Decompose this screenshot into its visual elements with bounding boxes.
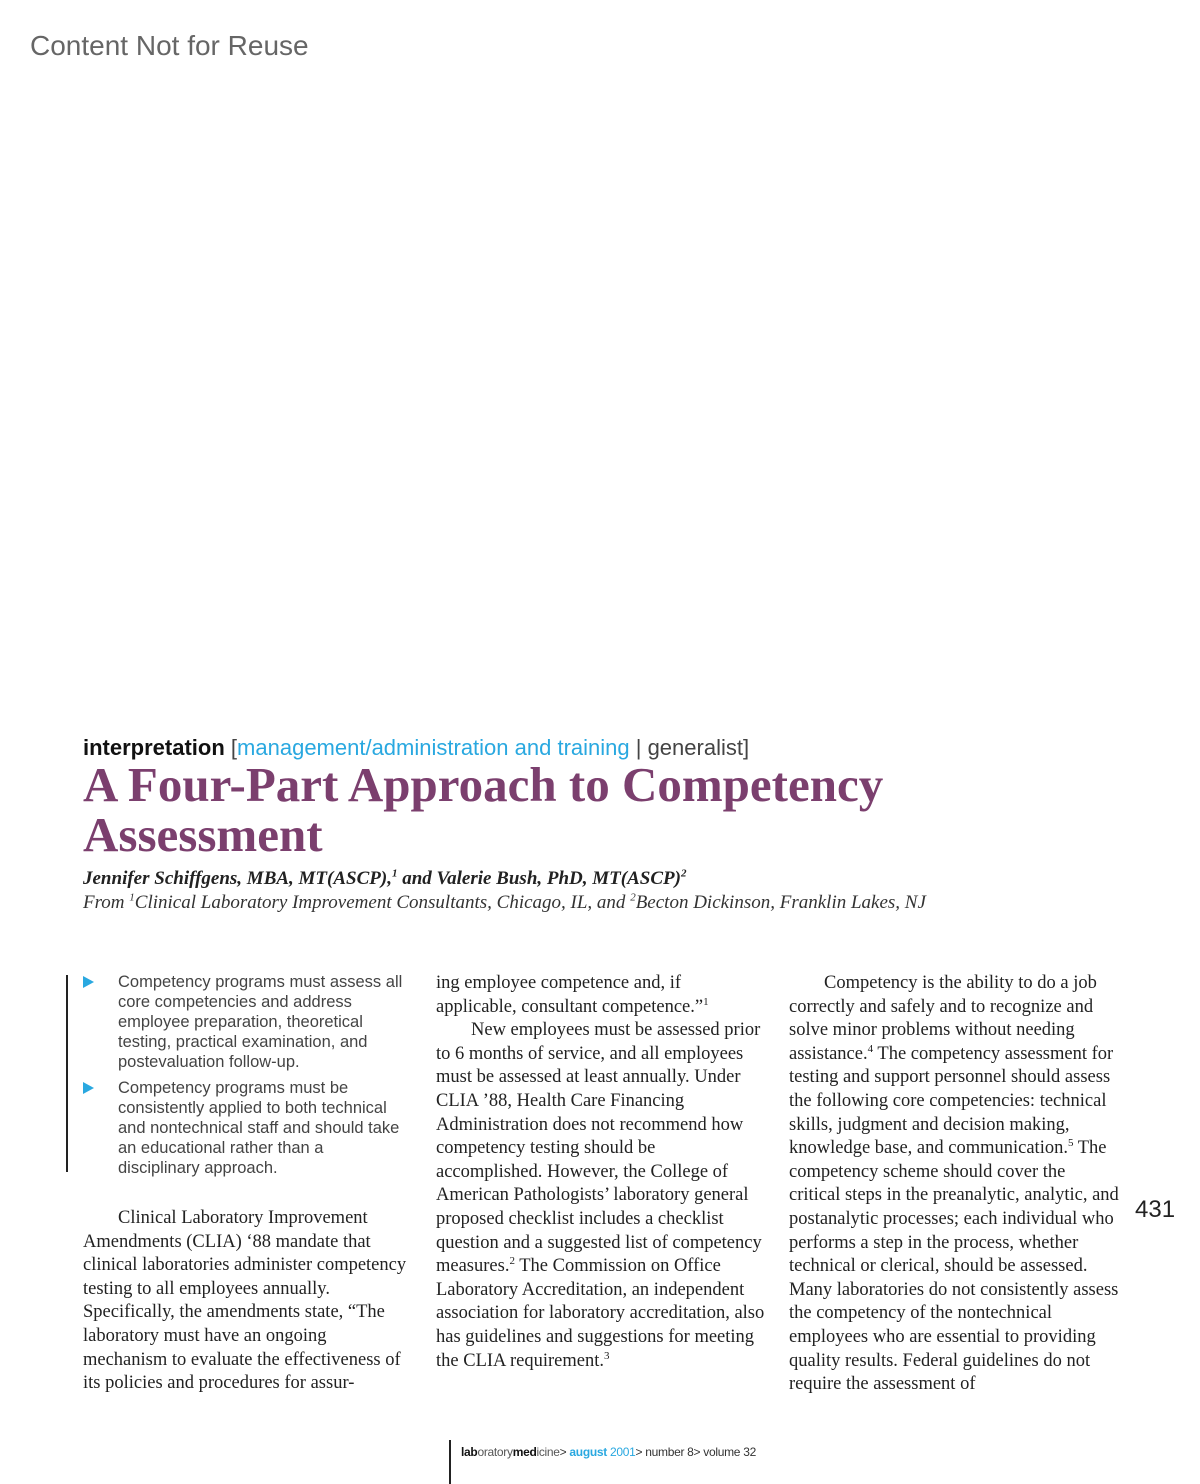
body-paragraph <box>789 972 1119 1397</box>
footer-separator: > <box>693 1445 704 1459</box>
affiliation-org-2: Becton Dickinson, Franklin Lakes, NJ <box>635 892 926 913</box>
footer-separator: > <box>559 1445 570 1459</box>
body-column-1 <box>83 1207 413 1396</box>
author-2-sup: 2 <box>680 867 687 880</box>
citation-sup: 3 <box>604 1349 610 1362</box>
summary-list <box>83 972 408 1184</box>
author-1: Jennifer Schiffgens, MBA, MT(ASCP), <box>83 868 392 889</box>
summary-item <box>83 972 408 1072</box>
category-open-bracket: [ <box>230 735 238 760</box>
affiliation-sup-2: 2 <box>630 891 636 904</box>
journal-name-icine: icine <box>536 1445 560 1459</box>
issue-number: number 8 <box>645 1445 694 1459</box>
body-paragraph <box>436 1019 766 1373</box>
category-separator: | <box>629 735 648 760</box>
summary-item <box>83 1078 408 1178</box>
body-text: New employees must be assessed prior to 6 months of service, and all employees must be assessed at least annually. Under CLIA ’88, Health Care Financing Administration does not recommend how competency testing should be accomplished. However, the College of American Pathologists’ laboratory general proposed checklist includes a checklist question and a suggested list of competency measures. <box>436 1020 762 1277</box>
category-main: interpretation <box>83 735 225 760</box>
author-2: Valerie Bush, PhD, MT(ASCP) <box>436 868 681 889</box>
article-title: A Four-Part Approach to Competency Assessment <box>83 757 884 862</box>
citation-sup: 1 <box>703 995 709 1008</box>
category-close-bracket: ] <box>742 735 750 760</box>
journal-name-med: med <box>512 1445 537 1459</box>
affiliation-from: From <box>83 892 130 913</box>
category-level: generalist <box>647 735 743 760</box>
body-text: Competency is the ability to do a job correctly and safely and to recognize and solve minor problems without needing assistance. <box>789 973 1097 1064</box>
summary-rule <box>66 975 68 1172</box>
journal-footer <box>461 1445 756 1459</box>
summary-text: Competency programs must be consistently applied to both technical and nontechnical staff and should take an educational rather than a disciplinary approach. <box>118 1079 400 1177</box>
author-1-sup: 1 <box>391 867 398 880</box>
journal-name-lab: lab <box>461 1445 478 1459</box>
triangle-bullet-icon <box>83 976 94 988</box>
watermark: Content Not for Reuse <box>30 30 309 61</box>
body-text: ing employee competence and, if applicable, consultant competence.” <box>436 973 704 1017</box>
category-topic: management/administration and training <box>237 735 630 760</box>
body-column-3 <box>789 972 1119 1397</box>
issue-month: august <box>569 1445 607 1459</box>
triangle-bullet-icon <box>83 1082 94 1094</box>
body-paragraph <box>436 972 766 1019</box>
citation-sup: 5 <box>1067 1137 1074 1149</box>
author-line <box>83 868 686 890</box>
body-paragraph: Clinical Laboratory Improvement Amendments (CLIA) ‘88 mandate that clinical laboratories administer competency testing to all employees annually. Specifically, the amendments state, “The laboratory must have an ongoing mechanism to evaluate the effectiveness of its policies and procedures for assur- <box>83 1208 407 1394</box>
issue-year: 2001 <box>606 1445 636 1459</box>
summary-text: Competency programs must assess all core competencies and address employee preparation, theoretical testing, practical examination, and postevaluation follow-up. <box>118 973 403 1071</box>
footer-separator: > <box>635 1445 646 1459</box>
affiliation-line <box>83 892 926 914</box>
body-text: The Commission on Office Laboratory Accreditation, an independent association for laboratory accreditation, also has guidelines and suggestions for meeting the CLIA requirement. <box>436 1256 765 1371</box>
affiliation-sup-1: 1 <box>129 891 135 904</box>
footer-rule <box>449 1440 451 1484</box>
issue-volume: volume 32 <box>703 1445 756 1459</box>
body-text: The competency scheme should cover the critical steps in the preanalytic, analytic, and postanalytic processes; each individual who performs a step in the process, whether technical or clerical, should be assessed. Many laboratories do not consistently assess the competency of the nontechnical employees who are essential to providing quality results. Federal guidelines do not require the assessment of <box>789 1138 1119 1395</box>
citation-sup: 2 <box>509 1254 515 1267</box>
journal-name-oratory: oratory <box>477 1445 513 1459</box>
body-text: The competency assessment for testing and support personnel should assess the following core competencies: technical skills, judgment and decision making, knowledge base, and communication. <box>789 1043 1114 1159</box>
page-number: 431 <box>1135 1196 1176 1223</box>
author-and: and <box>397 868 437 889</box>
body-column-2 <box>436 972 766 1373</box>
affiliation-org-1: Clinical Laboratory Improvement Consultants, Chicago, IL, and <box>134 892 631 913</box>
citation-sup: 4 <box>867 1042 874 1055</box>
